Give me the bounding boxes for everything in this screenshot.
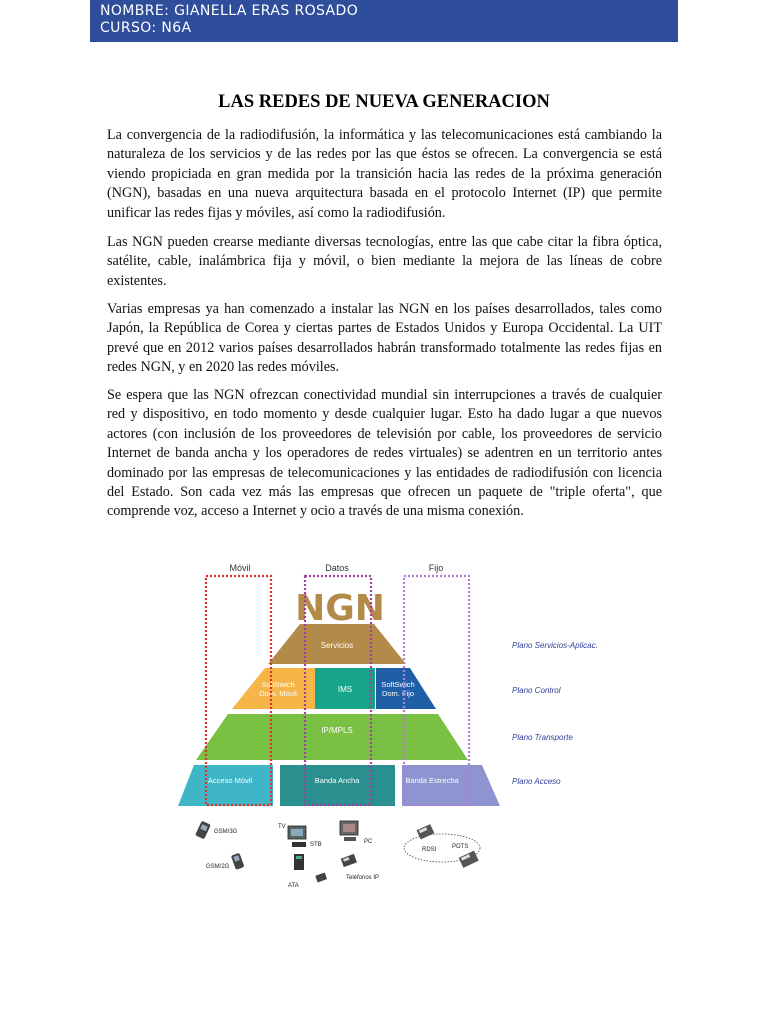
device-rdsi-label: RDSI: [422, 847, 437, 853]
document-title: LAS REDES DE NUEVA GENERACION: [218, 92, 550, 112]
device-pc-label: PC: [364, 839, 373, 845]
softswitch-movil-label-2: Dom. Móvil: [259, 689, 297, 698]
softswitch-fijo-label-2: Dom. Fijo: [381, 689, 415, 698]
layer-acceso-movil: [178, 765, 273, 806]
column-fijo-label: Fijo: [428, 563, 444, 573]
pots-phone-icon: [459, 851, 479, 868]
layer-servicios-label: Servicios: [320, 641, 354, 650]
set-top-box-icon: [292, 842, 306, 847]
device-gsm3g-label: GSM/3G: [214, 829, 238, 835]
device-pots-label: POTS: [452, 844, 469, 850]
ngn-diagram: [170, 556, 620, 896]
mobile-phone-3g-icon: [195, 821, 211, 840]
paragraph-3: Varias empresas ya han comenzado a instalar las NGN en los países desarrollados, tales como Japón, la República de Corea y ciertas partes de Estados Unidos y Europa Occidental. La UIT prevé que en 2012 varios países desarrollados habrán transformado totalmente las redes fijas en redes NGN, y en 2020 las redes móviles.: [107, 301, 662, 376]
mobile-phone-2g-icon: [231, 853, 245, 870]
ip-phone-icon-1: [315, 872, 327, 882]
device-tv-label: TV: [278, 824, 286, 830]
layer-acceso-movil-label: Acceso Móvil: [207, 776, 253, 785]
paragraph-1: La convergencia de la radiodifusión, la informática y las telecomunicaciones está cambiando la naturaleza de los servicios y de las redes por las que éstos se ofrecen. La convergencia se está viendo propiciada en gran medida por la transición hacia las redes de la próxima generación (NGN), basadas en una nueva arquitectura basada en el protocolo Internet (IP) que permite unificar las redes fijas y móviles, así como la radiodifusión.: [107, 127, 662, 221]
ata-icon: [294, 854, 304, 870]
device-ip-phones-label: Teléfonos IP: [346, 875, 380, 881]
paragraph-4: Se espera que las NGN ofrezcan conectividad mundial sin interrupciones a través de cualquier red y dispositivo, en todo momento y desde cualquier lugar. Esto ha dado lugar a que nuevos actores (con inclusión de los proveedores de televisión por cable, los proveedores de servicio Internet de banda ancha y los operadores de redes virtuales) se adentren en un territorio antes dominado por las empresas de telecomunicaciones y las entidades de radiodifusión con licencia del Estado. Son cada vez más las empresas que ofrecen un paquete de "triple oferta", que comprende voz, acceso a Internet y ocio a través de una misma conexión.: [107, 387, 662, 520]
layer-banda-estrecha-label: Banda Estrecha: [405, 776, 459, 785]
layer-banda-estrecha: [402, 765, 500, 806]
ip-phone-icon-2: [341, 854, 357, 867]
ngn-logo: NGN: [295, 588, 385, 629]
layer-ipmpls-label: IP/MPLS: [321, 726, 353, 735]
paragraph-2: Las NGN pueden crearse mediante diversas tecnologías, entre las que cabe citar la fibra óptica, satélite, cable, inalámbrica fija y móvil, o bien mediante la mejora de las líneas de cobre existentes.: [107, 234, 662, 289]
plane-transporte-label: Plano Transporte: [512, 733, 573, 742]
layer-banda-ancha-label: Banda Ancha: [314, 776, 360, 785]
student-name: NOMBRE: GIANELLA ERAS ROSADO: [100, 3, 359, 19]
softswitch-fijo-label-1: SoftSwich: [381, 680, 415, 689]
header-banner: [90, 0, 678, 42]
column-datos-label: Datos: [325, 563, 349, 573]
course-label: CURSO: N6A: [100, 20, 192, 36]
plane-control-label: Plano Control: [512, 686, 561, 695]
device-ata-label: ATA: [288, 883, 299, 889]
layer-banda-ancha: [280, 765, 395, 806]
layer-ipmpls: [196, 714, 468, 760]
softswitch-movil-label-1: SoftSwich: [261, 680, 295, 689]
plane-acceso-label: Plano Acceso: [512, 777, 561, 786]
device-gsm2g-label: GSM/2G: [206, 864, 230, 870]
column-movil-label: Móvil: [229, 563, 251, 573]
plane-servicios-label: Plano Servicios-Aplicac.: [512, 641, 598, 650]
tv-icon: [288, 826, 306, 839]
pc-icon: [340, 821, 358, 841]
layer-ims-label: IMS: [337, 685, 353, 694]
device-stb-label: STB: [310, 842, 322, 848]
